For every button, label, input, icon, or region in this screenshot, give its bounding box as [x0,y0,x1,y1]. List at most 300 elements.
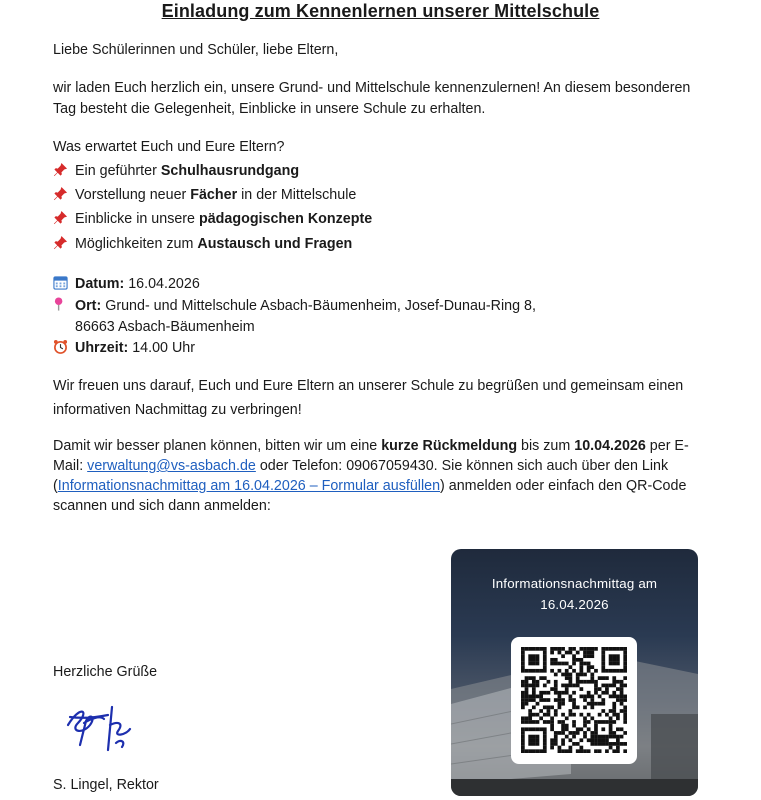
location-pin-icon [53,296,75,317]
qr-module [536,702,540,706]
qr-module [536,647,540,651]
qr-module [605,742,609,746]
qr-module [601,662,605,666]
qr-module [587,695,591,699]
qr-module [543,698,547,702]
qr-module [583,749,587,753]
qr-module [623,647,627,651]
qr-module [539,647,543,651]
list-item [53,209,372,230]
qr-module [521,647,525,651]
qr-module [528,749,532,753]
qr-module [576,651,580,655]
bullet-bold: Schulhausrundgang [160,163,300,179]
qr-code-frame[interactable] [511,637,637,764]
qr-module [521,658,525,662]
qr-module [612,731,616,735]
qr-module [572,654,576,658]
qr-module [554,658,558,662]
form-link[interactable]: Informationsnachmittag am 16.04.2026 – Formular ausfüllen [57,478,441,494]
qr-module [598,687,602,691]
qr-module [572,647,576,651]
qr-module [565,669,569,673]
qr-module [554,742,558,746]
qr-module [572,731,576,735]
qr-module [554,680,558,684]
qr-module [558,695,562,699]
qr-module [590,654,594,658]
qr-module [532,749,536,753]
qr-module [532,705,536,709]
qr-module [576,684,580,688]
qr-module [536,713,540,717]
qr-module [565,735,569,739]
qr-module [579,738,583,742]
qr-module [554,713,558,717]
qr-module [609,684,613,688]
qr-module [525,720,529,724]
qr-module [609,724,613,728]
qr-module [576,749,580,753]
qr-module [565,651,569,655]
qr-code[interactable] [521,647,627,753]
qr-module [587,680,591,684]
qr-module [605,687,609,691]
qr-module [616,749,620,753]
qr-module [594,738,598,742]
qr-module [616,658,620,662]
qr-module [561,742,565,746]
qr-module [558,647,562,651]
qr-module [525,687,529,691]
qr-module [590,731,594,735]
qr-module [594,735,598,739]
qr-module [623,749,627,753]
qr-module [536,658,540,662]
qr-module [609,662,613,666]
qr-module [547,705,551,709]
qr-module [609,709,613,713]
qr-module [616,738,620,742]
qr-module [525,691,529,695]
qr-module [620,687,624,691]
qr-module [590,695,594,699]
qr-module [587,749,591,753]
qr-module [565,684,569,688]
qr-module [587,727,591,731]
signature-image [60,695,140,765]
qr-module [521,651,525,655]
qr-module [609,746,613,750]
qr-module [594,687,598,691]
qr-module [550,716,554,720]
qr-module [543,651,547,655]
qr-module [525,684,529,688]
bullet-text: Möglichkeiten zum [75,236,198,252]
qr-module [554,698,558,702]
qr-module [569,695,573,699]
alarm-clock-icon [53,338,75,359]
qr-module [594,669,598,673]
signer: S. Lingel, Rektor [53,777,159,793]
qr-module [605,749,609,753]
greeting: Liebe Schülerinnen und Schüler, liebe Eltern, [53,42,339,58]
qr-module [612,705,616,709]
qr-module [587,662,591,666]
qr-module [543,746,547,750]
qr-module [521,669,525,673]
qr-module [539,716,543,720]
qr-module [532,676,536,680]
qr-module [543,647,547,651]
qr-module [583,662,587,666]
qr-module [572,742,576,746]
qr-module [543,665,547,669]
qr-module [536,727,540,731]
qr-module [623,665,627,669]
qr-module [590,698,594,702]
qr-module [536,662,540,666]
qr-module [583,716,587,720]
qr-module [543,705,547,709]
qr-module [528,695,532,699]
qr-module [536,654,540,658]
qr-module [554,662,558,666]
qr-module [528,709,532,713]
qr-module [594,749,598,753]
qr-module [609,720,613,724]
qr-module [612,684,616,688]
qr-module [554,673,558,677]
qr-module [601,709,605,713]
qr-module [598,742,602,746]
qr-module [543,684,547,688]
qr-module [521,698,525,702]
qr-module [550,746,554,750]
qr-module [543,658,547,662]
qr-module [620,669,624,673]
qr-module [612,647,616,651]
closing-line-2: informativen Nachmittag zu verbringen! [53,402,302,418]
qr-module [558,705,562,709]
qr-module [536,735,540,739]
qr-module [572,684,576,688]
qr-module [528,654,532,658]
qr-module [539,695,543,699]
qr-module [623,669,627,673]
qr-module [554,738,558,742]
qr-module [612,742,616,746]
qr-module [561,731,565,735]
rsvp-bold-deadline: 10.04.2026 [574,438,646,454]
rsvp-text: Mail: [53,458,88,474]
rsvp-line-2 [53,456,668,477]
qr-module [561,662,565,666]
rsvp-text: Damit wir besser planen können, bitten wir um eine [53,438,382,454]
qr-module [572,713,576,717]
qr-module [594,691,598,695]
card-title [451,573,698,615]
qr-module [616,742,620,746]
qr-module [612,669,616,673]
qr-module [565,749,569,753]
qr-module [543,749,547,753]
qr-module [543,720,547,724]
qr-module [601,651,605,655]
qr-module [558,702,562,706]
qr-module [594,647,598,651]
qr-module [521,702,525,706]
qr-module [536,738,540,742]
qr-module [561,654,565,658]
qr-module [543,662,547,666]
date-value: 16.04.2026 [128,276,200,292]
qr-module [525,716,529,720]
qr-module [623,720,627,724]
qr-module [525,749,529,753]
qr-module [532,695,536,699]
qr-module [612,735,616,739]
qr-module [543,727,547,731]
qr-module [590,673,594,677]
qr-module [623,742,627,746]
qr-module [609,695,613,699]
qr-module [521,691,525,695]
qr-module [623,709,627,713]
qr-module [561,702,565,706]
qr-module [579,727,583,731]
time-value: 14.00 Uhr [132,340,195,356]
qr-module [543,731,547,735]
qr-module [550,705,554,709]
qr-module [558,669,562,673]
qr-module [565,727,569,731]
qr-module [601,742,605,746]
pushpin-icon [53,161,75,182]
qr-module [521,705,525,709]
qr-module [569,738,573,742]
date-line [53,274,200,295]
qr-module [539,676,543,680]
qr-module [609,731,613,735]
qr-module [598,735,602,739]
qr-module [554,687,558,691]
qr-module [609,735,613,739]
qr-module [561,691,565,695]
qr-module [525,669,529,673]
qr-module [572,724,576,728]
qr-module [554,731,558,735]
qr-module [579,669,583,673]
qr-module [554,684,558,688]
qr-module [612,749,616,753]
qr-module [565,716,569,720]
qr-module [532,654,536,658]
qr-module [572,735,576,739]
qr-module [521,742,525,746]
bullet-bold: Fächer [190,187,238,203]
qr-module [601,647,605,651]
qr-module [583,673,587,677]
regards: Herzliche Grüße [53,664,158,680]
qr-module [583,647,587,651]
qr-module [539,709,543,713]
qr-module [528,684,532,688]
qr-module [543,676,547,680]
qr-module [569,673,573,677]
qr-module [601,735,605,739]
qr-module [521,680,525,684]
qr-module [521,654,525,658]
qr-module [569,746,573,750]
question: Was erwartet Euch und Eure Eltern? [53,139,285,155]
rsvp-text: per E- [645,438,689,454]
qr-module [569,749,573,753]
qr-module [612,658,616,662]
qr-module [536,720,540,724]
qr-module [579,665,583,669]
qr-module [583,720,587,724]
qr-module [590,702,594,706]
qr-module [558,662,562,666]
qr-module [532,691,536,695]
qr-module [594,724,598,728]
qr-module [616,698,620,702]
qr-module [554,735,558,739]
qr-module [623,654,627,658]
qr-module [550,687,554,691]
qr-module [601,727,605,731]
qr-module [590,735,594,739]
qr-module [521,716,525,720]
email-link[interactable]: verwaltung@vs-asbach.de [87,458,256,474]
bullet-text-post: in der Mittelschule [237,187,357,203]
qr-module [623,713,627,717]
qr-module [558,746,562,750]
qr-module [532,684,536,688]
qr-module [547,713,551,717]
qr-module [576,673,580,677]
qr-module [572,698,576,702]
qr-module [528,742,532,746]
qr-module [539,698,543,702]
qr-module [594,684,598,688]
rsvp-text: oder Telefon: 09067059430. Sie können sich auch über den Link [255,458,669,474]
time-label: Uhrzeit: [75,340,129,356]
qr-module [594,680,598,684]
qr-module [583,731,587,735]
qr-module [620,684,624,688]
qr-module [532,680,536,684]
qr-module [605,669,609,673]
qr-module [547,709,551,713]
qr-module [532,713,536,717]
qr-module [623,662,627,666]
qr-module [620,735,624,739]
rsvp-text: ( [53,478,58,494]
qr-module [569,651,573,655]
qr-module [547,698,551,702]
qr-module [550,742,554,746]
qr-module [579,746,583,750]
qr-module [543,654,547,658]
qr-module [609,742,613,746]
bullet-bold: Austausch und Fragen [197,236,353,252]
qr-module [605,735,609,739]
qr-module [579,647,583,651]
qr-module [616,647,620,651]
qr-module [576,658,580,662]
rsvp-text: bis zum [517,438,575,454]
qr-module [587,702,591,706]
qr-module [598,738,602,742]
qr-module [521,720,525,724]
qr-module [583,705,587,709]
qr-module [620,680,624,684]
qr-module [558,651,562,655]
qr-module [528,713,532,717]
qr-module [532,687,536,691]
date-label: Datum: [75,276,125,292]
qr-module [543,691,547,695]
qr-module [558,731,562,735]
qr-module [569,680,573,684]
qr-module [598,720,602,724]
qr-module [623,698,627,702]
qr-module [550,658,554,662]
pushpin-icon [53,209,75,230]
qr-module [572,702,576,706]
qr-module [623,731,627,735]
qr-module [528,676,532,680]
qr-module [539,727,543,731]
qr-module [620,727,624,731]
qr-module [601,720,605,724]
qr-module [558,720,562,724]
qr-module [598,713,602,717]
qr-module [623,716,627,720]
qr-module [587,713,591,717]
qr-module [561,724,565,728]
pushpin-icon [53,185,75,206]
qr-module [587,691,591,695]
qr-module [623,658,627,662]
qr-module [543,742,547,746]
qr-module [550,720,554,724]
qr-module [612,702,616,706]
qr-module [550,724,554,728]
qr-module [565,673,569,677]
qr-module [561,684,565,688]
rsvp-line-3 [53,476,686,497]
qr-module [528,738,532,742]
qr-module [525,680,529,684]
qr-module [536,684,540,688]
qr-module [583,680,587,684]
qr-module [532,647,536,651]
qr-module [612,713,616,717]
qr-module [569,698,573,702]
qr-module [609,716,613,720]
qr-module [532,735,536,739]
qr-module [528,716,532,720]
qr-module [605,684,609,688]
qr-module [620,647,624,651]
qr-module [539,749,543,753]
qr-module [521,695,525,699]
qr-module [620,742,624,746]
qr-module [601,691,605,695]
